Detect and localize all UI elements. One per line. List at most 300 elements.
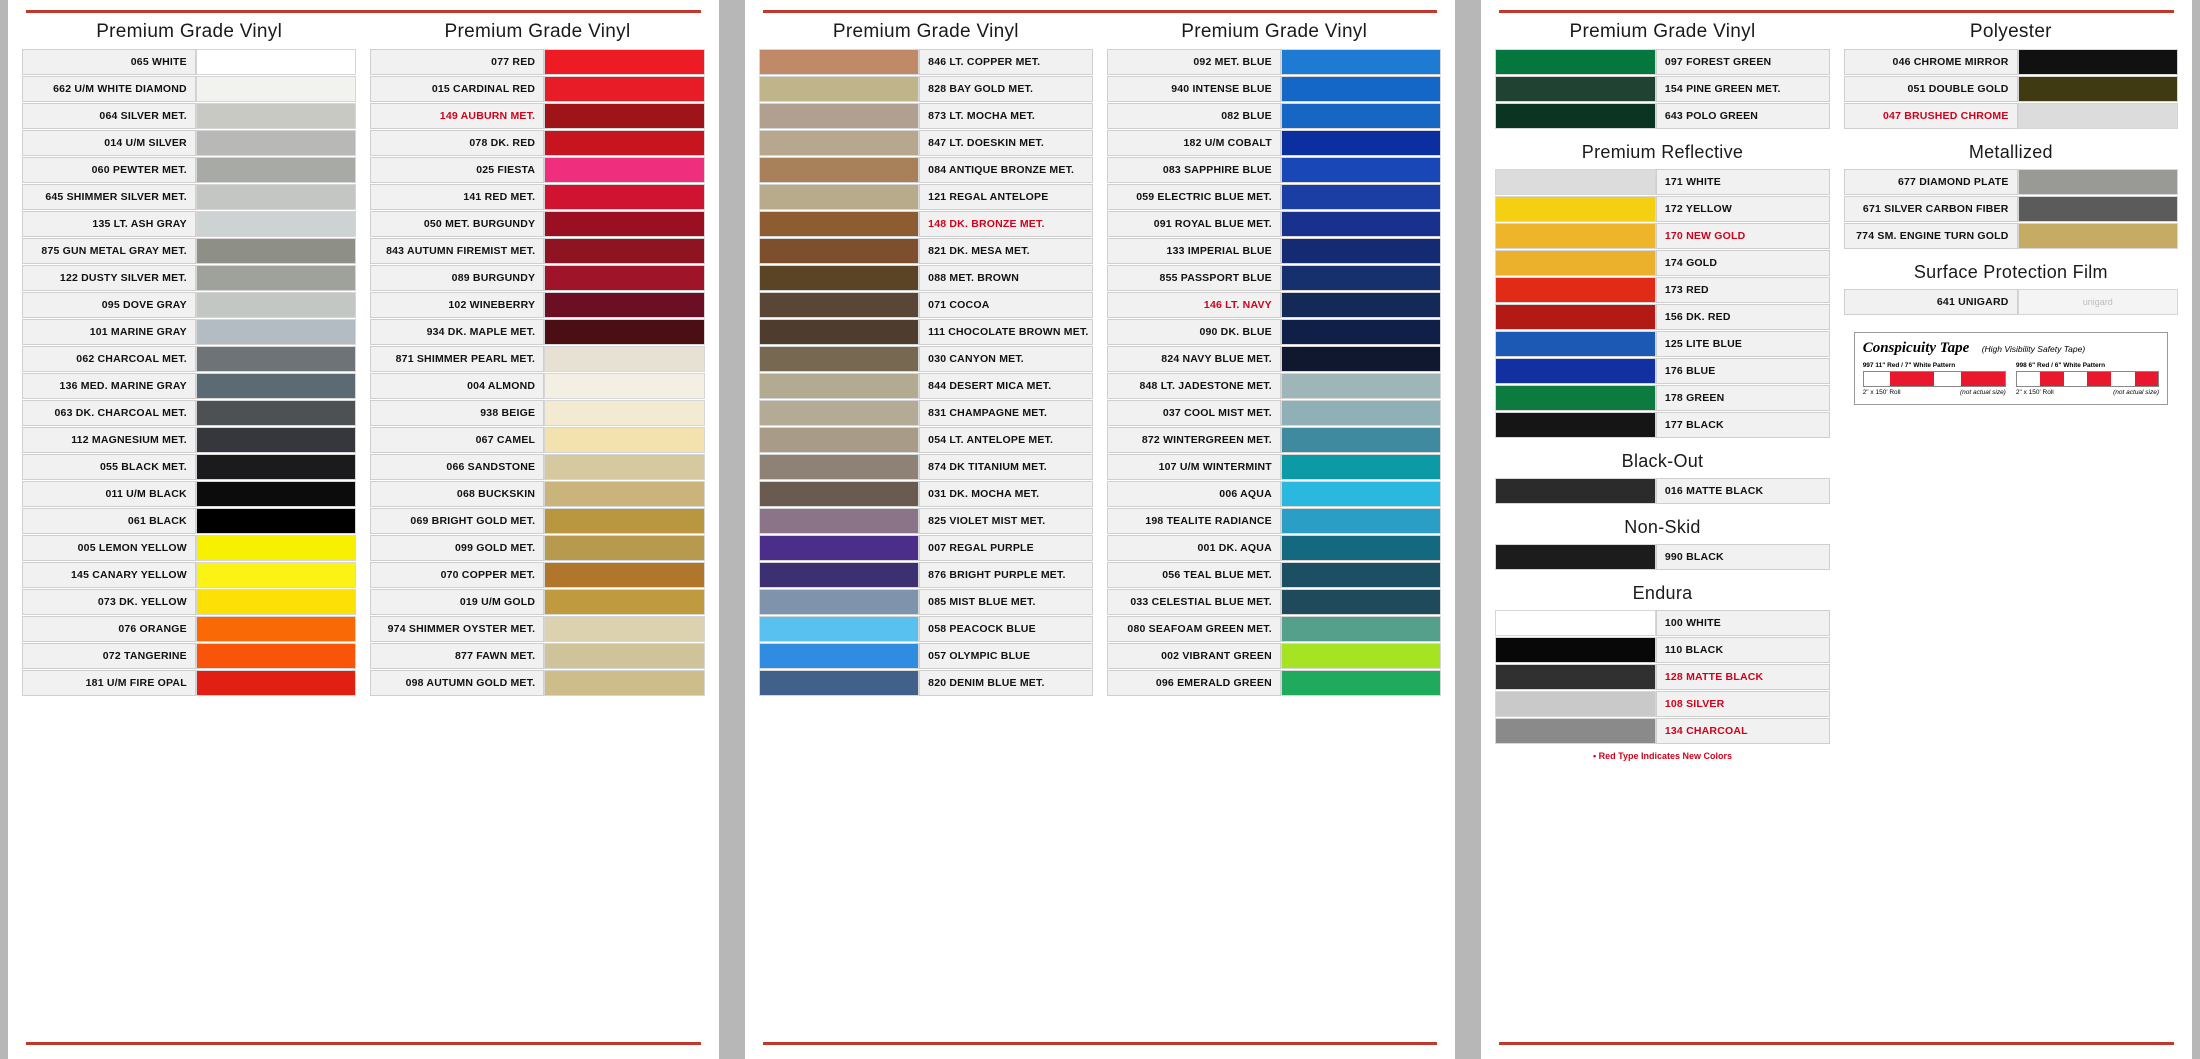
color-swatch [544, 49, 704, 75]
color-swatch [1281, 454, 1441, 480]
swatch-row [1107, 238, 1441, 264]
color-swatch [196, 292, 356, 318]
color-swatch [759, 670, 919, 696]
swatch-label: 046 CHROME MIRROR [1844, 49, 2018, 75]
color-swatch [1281, 130, 1441, 156]
swatch-label: 073 DK. YELLOW [22, 589, 196, 615]
swatch-label: 078 DK. RED [370, 130, 544, 156]
column-premium-vinyl-5 [1495, 13, 1829, 761]
swatch-row [1107, 589, 1441, 615]
swatch-label: 077 RED [370, 49, 544, 75]
bottom-rule [1499, 1042, 2174, 1045]
swatch-row [759, 562, 1093, 588]
column-premium-vinyl-2 [370, 13, 704, 697]
swatch-row [370, 130, 704, 156]
swatch-row [1107, 670, 1441, 696]
swatch-row [1107, 130, 1441, 156]
swatch-row [22, 616, 356, 642]
swatch-label: 082 BLUE [1107, 103, 1281, 129]
color-swatch [544, 508, 704, 534]
swatch-label: 057 OLYMPIC BLUE [919, 643, 1093, 669]
swatch-row [370, 454, 704, 480]
color-swatch [196, 238, 356, 264]
swatch-label: 062 CHARCOAL MET. [22, 346, 196, 372]
swatch-row [1844, 76, 2178, 102]
color-swatch [196, 76, 356, 102]
color-swatch [544, 373, 704, 399]
color-swatch [544, 157, 704, 183]
color-swatch [759, 373, 919, 399]
swatch-label: 059 ELECTRIC BLUE MET. [1107, 184, 1281, 210]
swatch-label: 030 CANYON MET. [919, 346, 1093, 372]
swatch-row [759, 292, 1093, 318]
color-swatch [759, 130, 919, 156]
color-swatch [196, 508, 356, 534]
color-swatch [2018, 169, 2178, 195]
swatch-row [22, 49, 356, 75]
swatch-label: 099 GOLD MET. [370, 535, 544, 561]
swatch-row [22, 481, 356, 507]
swatch-row [1107, 616, 1441, 642]
swatch-row [370, 481, 704, 507]
swatch-label: 108 SILVER [1656, 691, 1830, 717]
group-heading: Endura [1632, 583, 1693, 603]
swatch-groups [1495, 49, 1829, 745]
swatch-label: 004 ALMOND [370, 373, 544, 399]
bottom-rule [26, 1042, 701, 1045]
color-swatch: unigard [2018, 289, 2178, 315]
color-swatch [1495, 718, 1655, 744]
swatch-label: 974 SHIMMER OYSTER MET. [370, 616, 544, 642]
color-swatch [196, 643, 356, 669]
swatch-label: 051 DOUBLE GOLD [1844, 76, 2018, 102]
new-colors-footnote: • Red Type Indicates New Colors [1593, 751, 1733, 761]
swatch-row [1107, 103, 1441, 129]
color-swatch [759, 76, 919, 102]
swatch-row [1844, 49, 2178, 75]
color-swatch [1495, 385, 1655, 411]
color-swatch [1281, 508, 1441, 534]
swatch-rows [370, 49, 704, 697]
color-swatch [759, 49, 919, 75]
color-swatch [544, 346, 704, 372]
swatch-rows [759, 49, 1093, 697]
color-swatch [1281, 184, 1441, 210]
color-swatch [196, 373, 356, 399]
swatch-row [1495, 385, 1829, 411]
swatch-label: 843 AUTUMN FIREMIST MET. [370, 238, 544, 264]
color-swatch [1281, 103, 1441, 129]
conspicuity-note: (not actual size) [1959, 389, 2006, 396]
swatch-row [759, 481, 1093, 507]
color-swatch [196, 319, 356, 345]
swatch-row [22, 454, 356, 480]
swatch-label: 855 PASSPORT BLUE [1107, 265, 1281, 291]
swatch-label: 089 BURGUNDY [370, 265, 544, 291]
color-swatch [759, 616, 919, 642]
swatch-label: 080 SEAFOAM GREEN MET. [1107, 616, 1281, 642]
column-title: Polyester [1969, 21, 2052, 42]
color-swatch [1281, 373, 1441, 399]
color-swatch [1495, 331, 1655, 357]
color-swatch [196, 400, 356, 426]
swatch-label: 645 SHIMMER SILVER MET. [22, 184, 196, 210]
column-title: Premium Grade Vinyl [96, 21, 283, 42]
color-swatch [759, 157, 919, 183]
swatch-label: 006 AQUA [1107, 481, 1281, 507]
conspicuity-cells [1863, 362, 2159, 396]
swatch-label: 071 COCOA [919, 292, 1093, 318]
swatch-row [370, 76, 704, 102]
color-swatch [544, 481, 704, 507]
swatch-row [1107, 427, 1441, 453]
color-swatch [1281, 346, 1441, 372]
column-title: Premium Grade Vinyl [1569, 21, 1756, 42]
swatch-row [370, 346, 704, 372]
swatch-label: 002 VIBRANT GREEN [1107, 643, 1281, 669]
color-swatch [2018, 49, 2178, 75]
swatch-row [759, 616, 1093, 642]
swatch-label: 141 RED MET. [370, 184, 544, 210]
color-swatch [759, 400, 919, 426]
color-swatch [759, 184, 919, 210]
swatch-label: 671 SILVER CARBON FIBER [1844, 196, 2018, 222]
color-swatch [544, 643, 704, 669]
swatch-label: 176 BLUE [1656, 358, 1830, 384]
swatch-label: 065 WHITE [22, 49, 196, 75]
swatch-row [370, 373, 704, 399]
swatch-row [370, 616, 704, 642]
swatch-label: 095 DOVE GRAY [22, 292, 196, 318]
swatch-row [759, 103, 1093, 129]
swatch-label: 121 REGAL ANTELOPE [919, 184, 1093, 210]
swatch-row [1107, 76, 1441, 102]
swatch-row [370, 211, 704, 237]
swatch-rows [22, 49, 356, 697]
swatch-row [759, 643, 1093, 669]
color-swatch [544, 130, 704, 156]
color-swatch [1495, 691, 1655, 717]
color-swatch [544, 427, 704, 453]
swatch-label: 100 WHITE [1656, 610, 1830, 636]
swatch-label: 875 GUN METAL GRAY MET. [22, 238, 196, 264]
swatch-row [759, 49, 1093, 75]
swatch-row [370, 319, 704, 345]
swatch-row [22, 292, 356, 318]
bottom-rule [763, 1042, 1438, 1045]
swatch-label: 055 BLACK MET. [22, 454, 196, 480]
sheet-1 [8, 0, 719, 1059]
sheet-3 [1481, 0, 2192, 1059]
swatch-row [1495, 169, 1829, 195]
swatch-label: 825 VIOLET MIST MET. [919, 508, 1093, 534]
swatch-row [22, 265, 356, 291]
swatch-label: 016 MATTE BLACK [1656, 478, 1830, 504]
swatch-label: 031 DK. MOCHA MET. [919, 481, 1093, 507]
color-swatch [196, 346, 356, 372]
color-swatch [1495, 196, 1655, 222]
swatch-label: 178 GREEN [1656, 385, 1830, 411]
swatch-row [1844, 103, 2178, 129]
swatch-row [370, 292, 704, 318]
color-swatch [759, 238, 919, 264]
color-swatch [1281, 238, 1441, 264]
swatch-label: 047 BRUSHED CHROME [1844, 103, 2018, 129]
swatch-rows [1107, 49, 1441, 697]
conspicuity-pattern-998 [2016, 371, 2159, 387]
swatch-row [370, 508, 704, 534]
swatch-row [22, 562, 356, 588]
swatch-label: 134 CHARCOAL [1656, 718, 1830, 744]
column-premium-vinyl-3 [759, 13, 1093, 697]
swatch-row [1107, 346, 1441, 372]
swatch-row [1107, 562, 1441, 588]
swatch-label: 170 NEW GOLD [1656, 223, 1830, 249]
swatch-row [22, 373, 356, 399]
swatch-label: 173 RED [1656, 277, 1830, 303]
swatch-label: 133 IMPERIAL BLUE [1107, 238, 1281, 264]
swatch-row [759, 670, 1093, 696]
column-title: Premium Grade Vinyl [832, 21, 1019, 42]
swatch-label: 990 BLACK [1656, 544, 1830, 570]
color-swatch [759, 292, 919, 318]
color-swatch [544, 589, 704, 615]
color-swatch [1281, 49, 1441, 75]
color-swatch [196, 670, 356, 696]
swatch-label: 058 PEACOCK BLUE [919, 616, 1093, 642]
swatch-label: 019 U/M GOLD [370, 589, 544, 615]
column-polyester [1844, 13, 2178, 761]
color-swatch [1281, 292, 1441, 318]
swatch-label: 060 PEWTER MET. [22, 157, 196, 183]
swatch-row [1495, 196, 1829, 222]
conspicuity-pattern-997 [1863, 371, 2006, 387]
swatch-row [1107, 211, 1441, 237]
swatch-label: 145 CANARY YELLOW [22, 562, 196, 588]
swatch-row [759, 508, 1093, 534]
swatch-row [1495, 544, 1829, 570]
color-swatch [1281, 319, 1441, 345]
swatch-row [1495, 223, 1829, 249]
swatch-label: 076 ORANGE [22, 616, 196, 642]
swatch-row [759, 346, 1093, 372]
swatch-row [759, 238, 1093, 264]
color-swatch [1495, 169, 1655, 195]
group-heading: Black-Out [1621, 451, 1704, 471]
swatch-row [1495, 49, 1829, 75]
swatch-label: 677 DIAMOND PLATE [1844, 169, 2018, 195]
color-swatch [1495, 412, 1655, 438]
swatch-row [370, 184, 704, 210]
swatch-label: 844 DESERT MICA MET. [919, 373, 1093, 399]
swatch-row [1495, 691, 1829, 717]
color-swatch [759, 211, 919, 237]
swatch-label: 067 CAMEL [370, 427, 544, 453]
swatch-row [370, 535, 704, 561]
conspicuity-note: (not actual size) [2113, 389, 2160, 396]
swatch-row [22, 400, 356, 426]
swatch-row [1107, 373, 1441, 399]
color-swatch [759, 643, 919, 669]
swatch-label: 102 WINEBERRY [370, 292, 544, 318]
color-swatch [759, 454, 919, 480]
swatch-label: 847 LT. DOESKIN MET. [919, 130, 1093, 156]
color-swatch [196, 211, 356, 237]
swatch-label: 063 DK. CHARCOAL MET. [22, 400, 196, 426]
swatch-row [1495, 76, 1829, 102]
swatch-label: 871 SHIMMER PEARL MET. [370, 346, 544, 372]
swatch-label: 072 TANGERINE [22, 643, 196, 669]
swatch-label: 056 TEAL BLUE MET. [1107, 562, 1281, 588]
swatch-row [370, 157, 704, 183]
color-swatch [196, 616, 356, 642]
swatch-row [1107, 265, 1441, 291]
color-swatch [196, 49, 356, 75]
color-swatch [544, 400, 704, 426]
color-swatch [196, 535, 356, 561]
swatch-row [22, 346, 356, 372]
swatch-label: 641 UNIGARD [1844, 289, 2018, 315]
swatch-row [759, 319, 1093, 345]
color-swatch [759, 589, 919, 615]
swatch-row [759, 211, 1093, 237]
swatch-row [759, 265, 1093, 291]
swatch-row [1844, 196, 2178, 222]
color-swatch [1281, 76, 1441, 102]
color-swatch [544, 238, 704, 264]
color-swatch [2018, 103, 2178, 129]
swatch-row [759, 76, 1093, 102]
swatch-row [1495, 358, 1829, 384]
swatch-row [370, 49, 704, 75]
swatch-label: 090 DK. BLUE [1107, 319, 1281, 345]
swatch-row [22, 184, 356, 210]
color-swatch [544, 562, 704, 588]
color-swatch [1281, 400, 1441, 426]
swatch-label: 111 CHOCOLATE BROWN MET. [919, 319, 1093, 345]
swatch-row [370, 427, 704, 453]
color-swatch [759, 265, 919, 291]
color-swatch [1495, 277, 1655, 303]
conspicuity-cell [2016, 362, 2159, 396]
swatch-label: 096 EMERALD GREEN [1107, 670, 1281, 696]
color-swatch [759, 562, 919, 588]
swatch-label: 054 LT. ANTELOPE MET. [919, 427, 1093, 453]
swatch-row [22, 643, 356, 669]
swatch-row [22, 157, 356, 183]
swatch-label: 083 SAPPHIRE BLUE [1107, 157, 1281, 183]
color-swatch [1281, 589, 1441, 615]
color-swatch [1495, 250, 1655, 276]
swatch-row [1495, 103, 1829, 129]
swatch-row [1495, 664, 1829, 690]
swatch-row [759, 157, 1093, 183]
color-swatch [759, 346, 919, 372]
color-swatch [1281, 535, 1441, 561]
swatch-row [759, 130, 1093, 156]
color-swatch [1495, 223, 1655, 249]
color-swatch [196, 157, 356, 183]
swatch-row [759, 454, 1093, 480]
swatch-row [370, 589, 704, 615]
color-swatch [1281, 670, 1441, 696]
color-swatch [196, 184, 356, 210]
swatch-row [1495, 412, 1829, 438]
color-swatch [1495, 544, 1655, 570]
column-premium-vinyl-4 [1107, 13, 1441, 697]
swatch-row [1107, 454, 1441, 480]
swatch-label: 001 DK. AQUA [1107, 535, 1281, 561]
swatch-label: 831 CHAMPAGNE MET. [919, 400, 1093, 426]
color-swatch [544, 211, 704, 237]
swatch-row [22, 76, 356, 102]
color-swatch [196, 454, 356, 480]
swatch-row [1495, 277, 1829, 303]
swatch-label: 091 ROYAL BLUE MET. [1107, 211, 1281, 237]
color-swatch [1495, 637, 1655, 663]
swatch-label: 156 DK. RED [1656, 304, 1830, 330]
swatch-row [22, 508, 356, 534]
color-swatch [544, 670, 704, 696]
swatch-label: 662 U/M WHITE DIAMOND [22, 76, 196, 102]
swatch-label: 874 DK TITANIUM MET. [919, 454, 1093, 480]
color-swatch [544, 535, 704, 561]
color-swatch [196, 265, 356, 291]
swatch-label: 122 DUSTY SILVER MET. [22, 265, 196, 291]
swatch-label: 088 MET. BROWN [919, 265, 1093, 291]
color-swatch [1281, 562, 1441, 588]
swatch-label: 171 WHITE [1656, 169, 1830, 195]
color-swatch [196, 589, 356, 615]
color-swatch [1495, 49, 1655, 75]
swatch-row [1107, 319, 1441, 345]
color-swatch [544, 292, 704, 318]
color-swatch [759, 427, 919, 453]
color-swatch [759, 508, 919, 534]
swatch-label: 015 CARDINAL RED [370, 76, 544, 102]
column-title: Premium Grade Vinyl [1181, 21, 1368, 42]
swatch-row [1844, 289, 2178, 315]
swatch-label: 014 U/M SILVER [22, 130, 196, 156]
color-swatch [1495, 304, 1655, 330]
color-swatch [1495, 664, 1655, 690]
swatch-row [1107, 400, 1441, 426]
swatch-row [1107, 481, 1441, 507]
color-swatch [1281, 157, 1441, 183]
swatch-label: 066 SANDSTONE [370, 454, 544, 480]
swatch-label: 774 SM. ENGINE TURN GOLD [1844, 223, 2018, 249]
swatch-row [1844, 223, 2178, 249]
color-swatch [759, 319, 919, 345]
swatch-label: 069 BRIGHT GOLD MET. [370, 508, 544, 534]
swatch-label: 011 U/M BLACK [22, 481, 196, 507]
swatch-label: 154 PINE GREEN MET. [1656, 76, 1830, 102]
swatch-label: 136 MED. MARINE GRAY [22, 373, 196, 399]
swatch-label: 828 BAY GOLD MET. [919, 76, 1093, 102]
group-heading: Non-Skid [1624, 517, 1701, 537]
swatch-row [759, 400, 1093, 426]
color-swatch [196, 481, 356, 507]
swatch-label: 940 INTENSE BLUE [1107, 76, 1281, 102]
color-swatch [2018, 196, 2178, 222]
swatch-row [1107, 508, 1441, 534]
swatch-row [1495, 718, 1829, 744]
group-heading: Premium Reflective [1581, 142, 1744, 162]
swatch-label: 148 DK. BRONZE MET. [919, 211, 1093, 237]
swatch-row [370, 400, 704, 426]
color-swatch [1281, 643, 1441, 669]
conspicuity-caption: 998 6" Red / 6" White Pattern [2015, 362, 2106, 369]
